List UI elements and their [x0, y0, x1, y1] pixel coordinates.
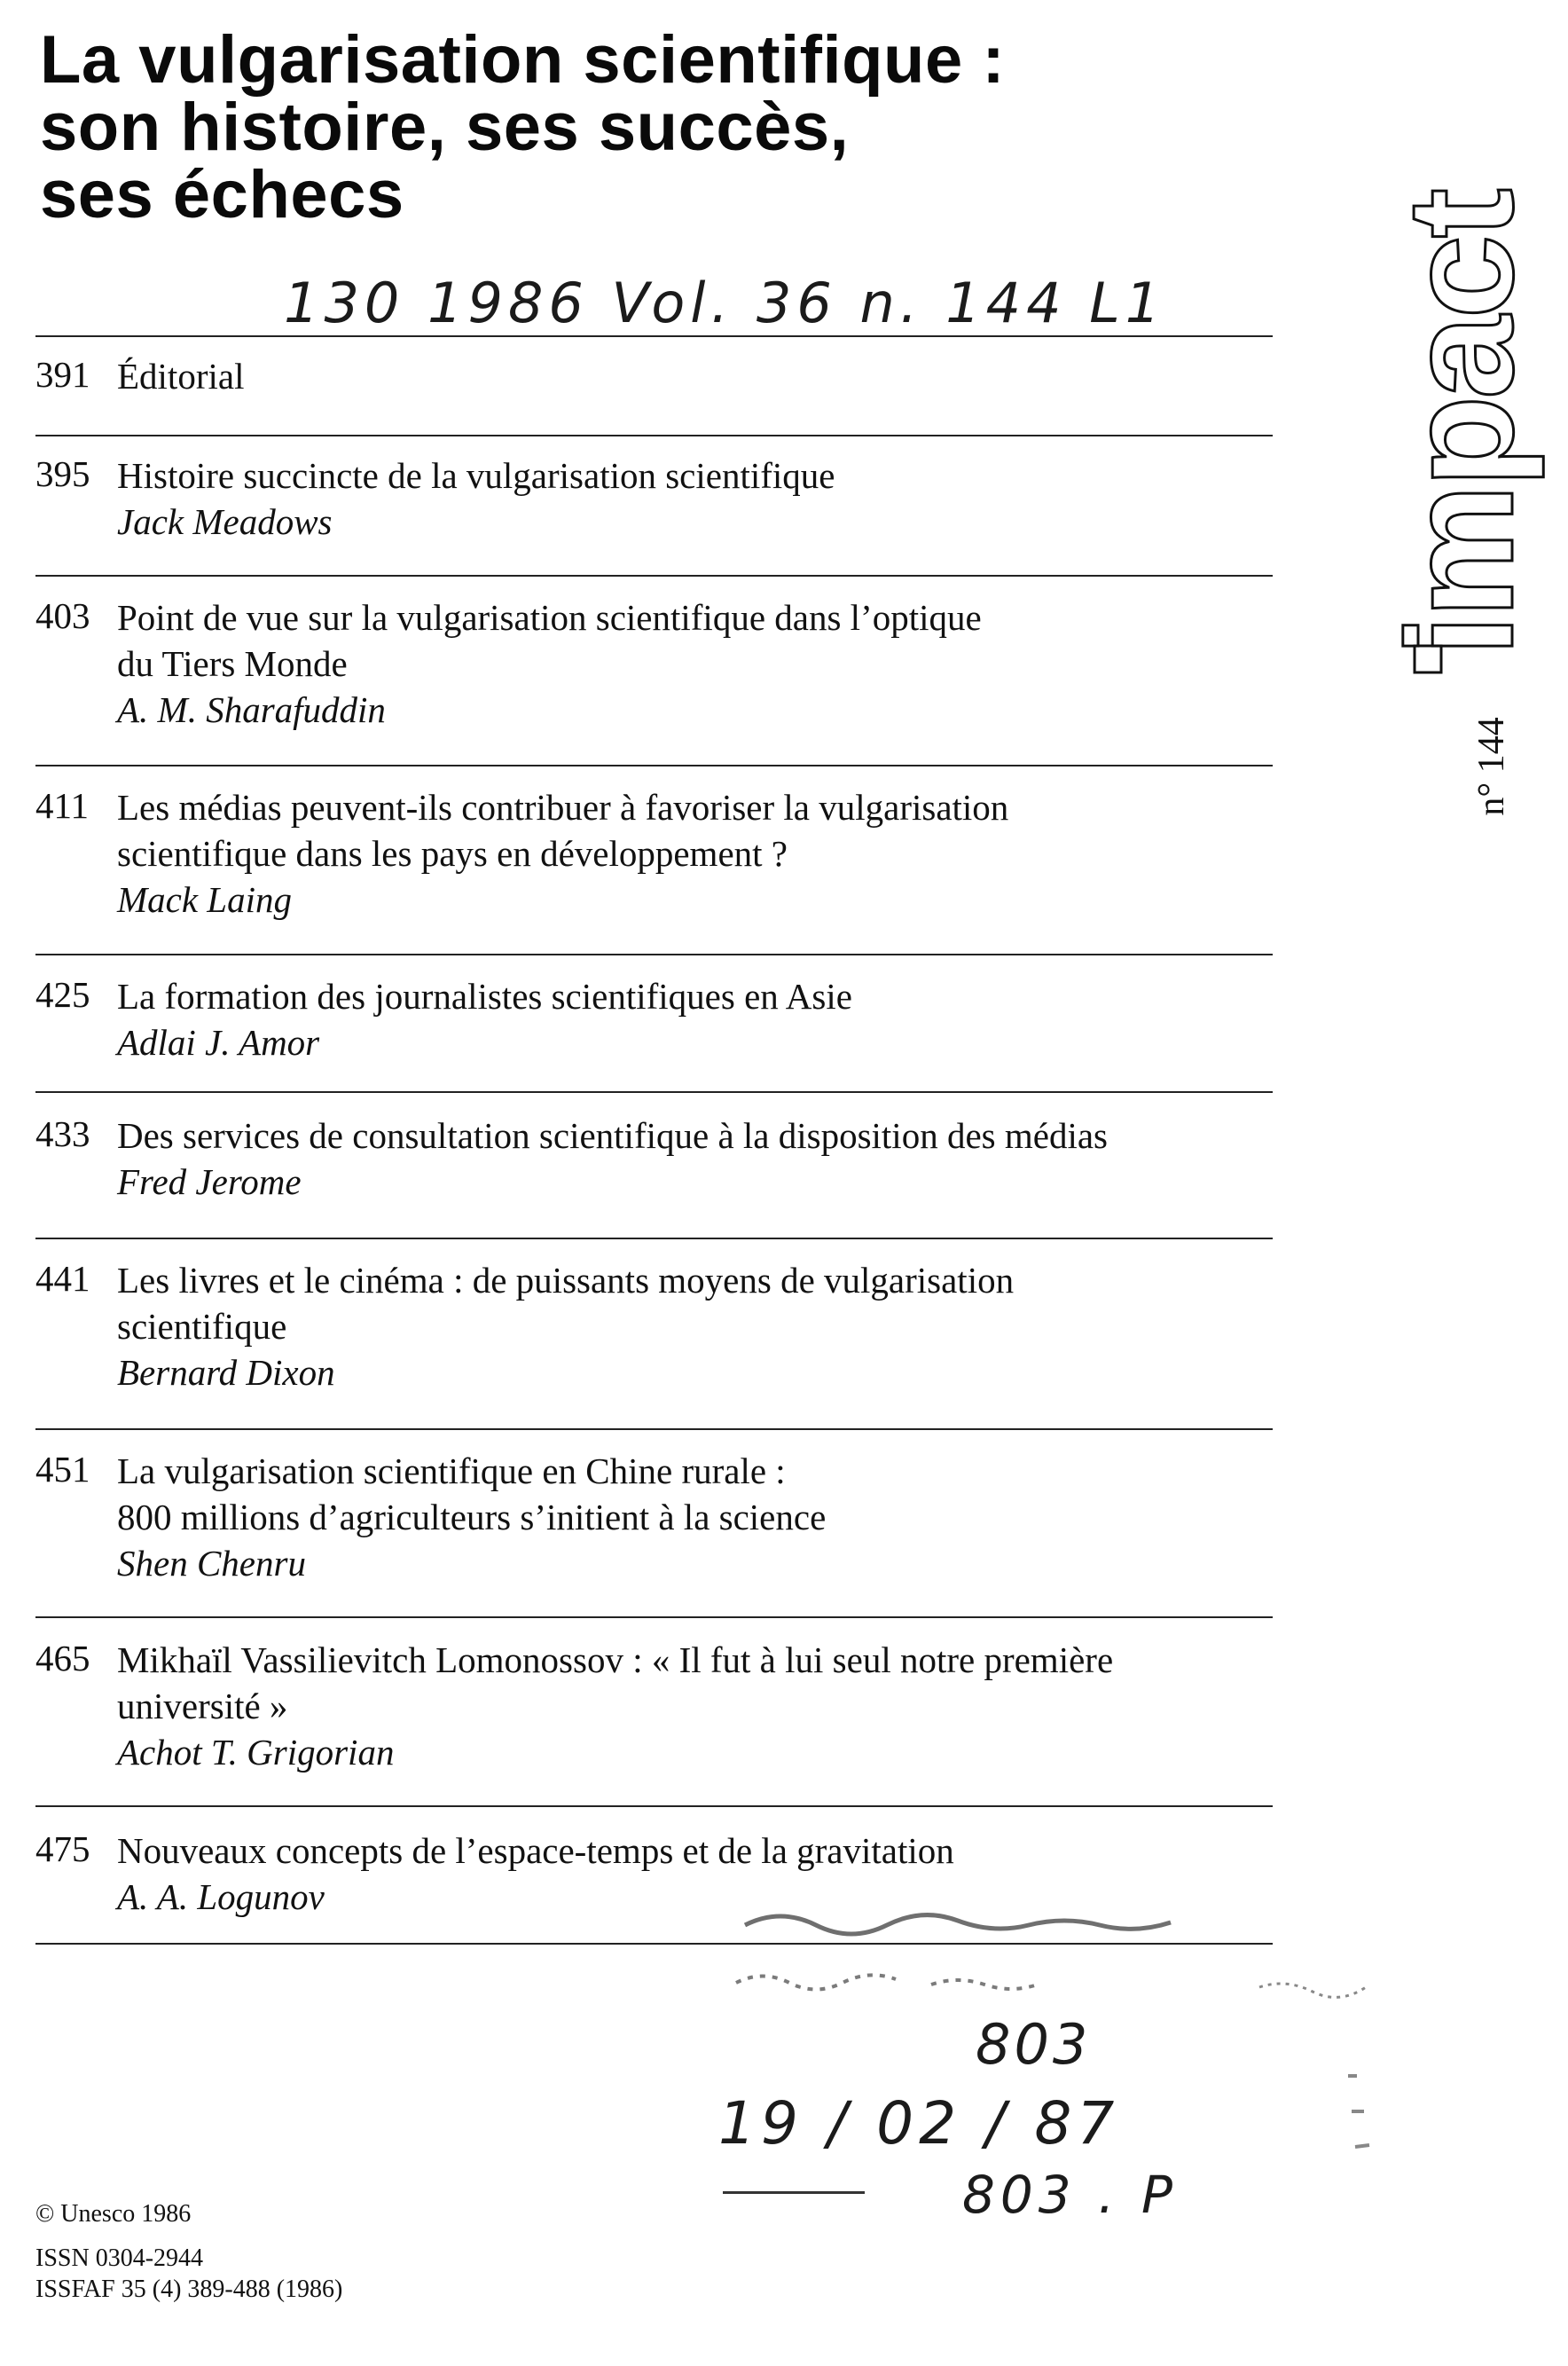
page-title — [40, 22, 1264, 232]
divider — [35, 1616, 1273, 1618]
toc-author: Achot T. Grigorian — [117, 1732, 395, 1773]
handwritten-note-3: 803 . P — [962, 2165, 1178, 2225]
toc-title-line: Point de vue sur la vulgarisation scientifique dans l’optique — [117, 597, 982, 638]
toc-title-line: Les médias peuvent-ils contribuer à favoriser la vulgarisation — [117, 787, 1009, 828]
divider — [35, 1428, 1273, 1430]
issue-number — [1471, 696, 1512, 829]
toc-author: Adlai J. Amor — [117, 1022, 320, 1063]
toc-title-line: université » — [117, 1686, 288, 1726]
toc-page-number: 411 — [35, 785, 89, 826]
divider — [35, 1091, 1273, 1093]
handwritten-note-2: 19 / 02 / 87 — [718, 2089, 1120, 2158]
toc-author: Shen Chenru — [117, 1543, 306, 1584]
toc-author: Fred Jerome — [117, 1161, 302, 1202]
divider — [35, 1238, 1273, 1239]
toc-page-number: 403 — [35, 595, 90, 636]
toc-title-line: du Tiers Monde — [117, 643, 348, 684]
toc-title-line: Les livres et le cinéma : de puissants moyens de vulgarisation — [117, 1260, 1015, 1301]
toc-page-number: 451 — [35, 1449, 90, 1490]
toc-title-line: scientifique dans les pays en développement ? — [117, 833, 788, 874]
impact-logo — [1376, 35, 1545, 692]
handwritten-underline — [723, 2191, 865, 2194]
divider — [35, 435, 1273, 436]
divider — [35, 575, 1273, 577]
issn: ISSN 0304-2944 — [35, 2244, 204, 2272]
title-line-1: La vulgarisation scientifique : — [40, 22, 1006, 98]
title-line-2: son histoire, ses succès, — [40, 90, 850, 165]
toc-page-number: 395 — [35, 453, 90, 494]
toc-title-line: Mikhaïl Vassilievitch Lomonossov : « Il fut à lui seul notre première — [117, 1639, 1114, 1680]
divider — [35, 1805, 1273, 1807]
toc-page-number: 465 — [35, 1638, 90, 1678]
impact-logo-text: impact — [1376, 192, 1545, 656]
toc-title-line: Éditorial — [117, 356, 245, 397]
toc-author: A. M. Sharafuddin — [117, 689, 386, 730]
toc-title-line: La formation des journalistes scientifiques en Asie — [117, 976, 852, 1017]
divider — [35, 335, 1273, 337]
divider — [35, 765, 1273, 766]
toc-page-number: 425 — [35, 974, 90, 1015]
toc-title-line: Histoire succincte de la vulgarisation scientifique — [117, 455, 835, 496]
toc-title-line: Nouveaux concepts de l’espace-temps et de la gravitation — [117, 1830, 954, 1871]
toc-author: Jack Meadows — [117, 501, 333, 542]
toc-page-number: 475 — [35, 1828, 90, 1869]
copyright: © Unesco 1986 — [35, 2200, 192, 2228]
toc-title-line: scientifique — [117, 1306, 287, 1347]
toc-page-number: 441 — [35, 1258, 90, 1299]
toc-title-line: La vulgarisation scientifique en Chine rurale : — [117, 1450, 786, 1491]
impact-logo-graphic — [1376, 35, 1545, 692]
toc-author: Mack Laing — [117, 879, 292, 920]
issfaf: ISSFAF 35 (4) 389-488 (1986) — [35, 2276, 343, 2303]
handwritten-note-1: 803 — [976, 2012, 1092, 2077]
toc-page-number: 433 — [35, 1113, 90, 1154]
toc-author: A. A. Logunov — [117, 1876, 325, 1917]
title-line-3: ses échecs — [40, 157, 404, 232]
toc-author: Bernard Dixon — [117, 1352, 335, 1393]
toc-title-line: 800 millions d’agriculteurs s’initient à la science — [117, 1497, 827, 1537]
issue-number-label: n° 144 — [1471, 717, 1512, 816]
divider — [35, 954, 1273, 955]
toc-page-number: 391 — [35, 354, 90, 395]
toc-title-line: Des services de consultation scientifique à la disposition des médias — [117, 1115, 1108, 1156]
handwritten-reference: 130 1986 Vol. 36 n. 144 L1 — [284, 271, 1166, 335]
